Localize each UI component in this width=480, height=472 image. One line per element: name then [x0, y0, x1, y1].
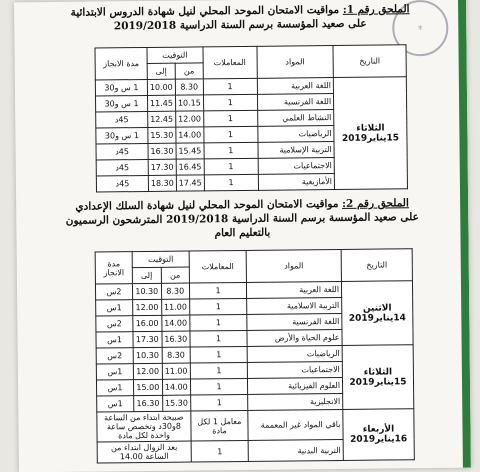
from-cell: 15.30: [162, 395, 191, 411]
duration-cell: 2س: [96, 316, 133, 332]
to-cell: 15.00: [133, 379, 162, 395]
from-cell: 12.00: [176, 111, 204, 127]
duration-cell: 1س: [96, 332, 133, 348]
coef-cell: 1: [190, 330, 247, 347]
to-cell: 18.30: [148, 175, 176, 191]
from-cell: 8.30: [161, 283, 190, 299]
duration-cell: 45د: [96, 159, 148, 176]
header-to: إلى: [132, 267, 161, 283]
coef-cell: 1: [204, 174, 258, 191]
header-timing: التوقيت: [132, 251, 189, 268]
subject-cell: الرياضيات: [257, 126, 334, 143]
from-cell: 8.30: [162, 347, 191, 363]
from-cell: 17.45: [176, 175, 204, 191]
header-duration: مدة الانجاز: [95, 47, 147, 80]
coef-cell: 1: [190, 314, 247, 331]
duration-cell: 1 س و30: [95, 95, 147, 112]
coef-cell: 1: [190, 378, 247, 395]
duration-cell: 1 س و30: [95, 79, 147, 96]
annex1-subtitle: على صعيد المؤسسة برسم السنة الدراسية 2019/2018: [113, 17, 367, 33]
to-cell: 10.00: [147, 79, 175, 95]
coef-cell: 1: [203, 94, 257, 111]
header-timing: التوقيت: [147, 47, 203, 64]
coef-cell: 1: [191, 440, 248, 462]
header-date: التاريخ: [341, 249, 412, 282]
from-cell: 16.45: [176, 159, 204, 175]
exam-date-day2: الثلاثاء 15يناير2019: [342, 345, 414, 410]
to-cell: 17.30: [148, 159, 176, 175]
duration-cell: 1 س و30: [96, 127, 148, 144]
coef-cell: 1: [204, 142, 258, 159]
to-cell: 11.45: [147, 95, 175, 111]
annex2-subtitle: على صعيد المؤسسة برسم السنة الدراسية 2019/2018 المترشحون الرسميون: [65, 211, 419, 227]
annex2-label: الملحق رقم 2:: [342, 197, 409, 210]
timing-note-cell: بعد الزوال ابتداء من الساعة 14.00: [97, 441, 191, 463]
subject-cell: الأمازيغية: [258, 174, 335, 191]
exam-date: الثلاثاء 15يناير2019: [333, 77, 407, 190]
subject-cell: التربية البدنية: [248, 439, 343, 461]
duration-cell: 1س: [96, 380, 133, 396]
subject-cell: الانجليزية: [248, 393, 343, 410]
header-date: التاريخ: [333, 45, 406, 78]
timing-note-cell: صبيحة ابتداء من الساعة 8و30د وتخصص ساعة واحدة لكل مادة: [97, 411, 191, 442]
header-from: من: [161, 267, 190, 283]
table-row: [96, 345, 413, 364]
header-subject: المواد: [257, 46, 334, 79]
coef-cell: 1: [190, 362, 247, 379]
from-cell: 16.30: [161, 331, 190, 347]
subject-cell: اللغة العربية: [257, 78, 334, 95]
duration-cell: 2س: [96, 348, 133, 364]
header-from: من: [175, 63, 203, 79]
coef-cell: 1: [191, 394, 248, 411]
coef-cell: 1: [189, 282, 246, 299]
duration-cell: 45د: [96, 111, 148, 128]
duration-cell: 1س: [96, 364, 133, 380]
exam-date-day1: الاثنين 14يناير2019: [341, 281, 413, 346]
document-page: [14, 0, 471, 472]
subject-cell: الاجتماعيات: [258, 158, 335, 175]
to-cell: 16.30: [134, 395, 163, 411]
coef-cell: معامل 1 لكل مادة: [191, 410, 248, 441]
subject-cell: الاجتماعيات: [247, 361, 342, 378]
duration-cell: 45د: [96, 175, 148, 192]
to-cell: 10.30: [132, 283, 161, 299]
from-cell: 10.15: [175, 95, 203, 111]
to-cell: 12.00: [133, 363, 162, 379]
primary-exam-schedule-table: [94, 44, 408, 192]
subject-cell: باقي المواد غير المعممة: [248, 409, 343, 440]
middle-school-exam-schedule-table: [95, 248, 415, 463]
from-cell: 11.00: [161, 299, 190, 315]
to-cell: 16.00: [133, 315, 162, 331]
table-row: [95, 77, 406, 96]
to-cell: 12.45: [148, 111, 176, 127]
to-cell: 12.00: [133, 299, 162, 315]
subject-cell: النشاط العلمي: [257, 110, 334, 127]
header-duration: مدة الانجاز: [95, 252, 132, 284]
header-subject: المواد: [246, 249, 341, 282]
to-cell: 16.30: [148, 143, 176, 159]
table-row: [97, 409, 414, 442]
from-cell: 14.00: [161, 315, 190, 331]
subject-cell: اللغة الفرنسية: [257, 94, 334, 111]
coef-cell: 1: [204, 126, 258, 143]
subject-cell: اللغة العربية: [246, 281, 341, 298]
subject-cell: العلوم الفيزيائية: [247, 377, 342, 394]
from-cell: 15.45: [176, 143, 204, 159]
to-cell: 15.30: [148, 127, 176, 143]
header-coef: المعاملات: [203, 46, 257, 79]
annex2-subtitle-2: بالتعليم العام: [214, 226, 271, 240]
from-cell: 14.00: [176, 127, 204, 143]
annex2-title-text: مواقيت الامتحان الموحد المحلي لنيل شهادة السلك الإعدادي: [75, 197, 339, 213]
duration-cell: 1س: [97, 396, 134, 412]
header-coef: المعاملات: [189, 250, 246, 283]
from-cell: 8.30: [175, 79, 203, 95]
table-row: [95, 281, 412, 300]
stamp-emblem: ⚜: [417, 24, 424, 33]
coef-cell: 1: [204, 158, 258, 175]
subject-cell: علوم الحياة والأرض: [247, 329, 342, 346]
duration-cell: 2س: [95, 284, 132, 300]
coef-cell: 1: [190, 298, 247, 315]
from-cell: 11.00: [162, 363, 191, 379]
coef-cell: 1: [203, 110, 257, 127]
from-cell: 14.00: [162, 379, 191, 395]
annex1-label: الملحق رقم 1:: [342, 3, 410, 16]
annex1-title-text: مواقيت الامتحان الموحد المحلي لنيل شهادة الدروس الابتدائية: [70, 3, 340, 19]
exam-date-day3: الأربعاء 16يناير2019: [343, 409, 415, 461]
to-cell: 17.30: [133, 331, 162, 347]
duration-cell: 1س: [96, 300, 133, 316]
coef-cell: 1: [190, 346, 247, 363]
subject-cell: اللغة الفرنسية: [247, 313, 342, 330]
duration-cell: 45د: [96, 143, 148, 160]
subject-cell: التربية الاسلامية: [247, 297, 342, 314]
to-cell: 10.30: [133, 347, 162, 363]
coef-cell: 1: [203, 78, 257, 95]
subject-cell: الرياضيات: [247, 345, 342, 362]
subject-cell: التربية الإسلامية: [258, 142, 335, 159]
header-to: إلى: [147, 63, 175, 79]
